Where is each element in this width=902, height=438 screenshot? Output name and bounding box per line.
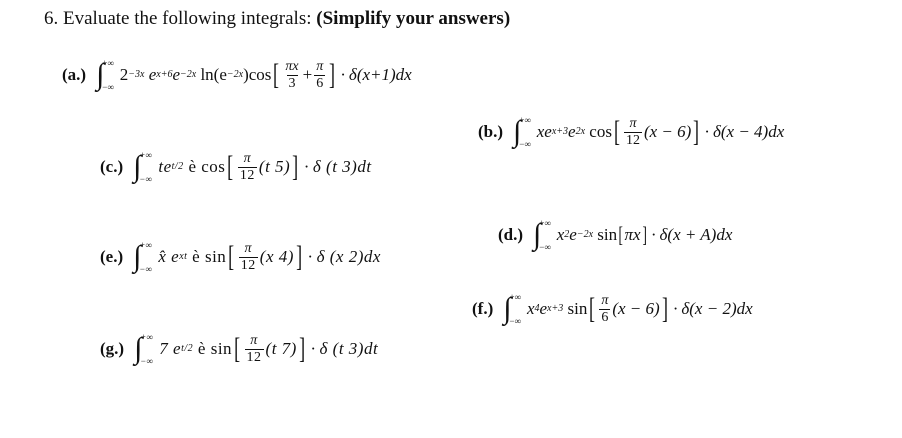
problem-e bbox=[100, 240, 381, 274]
integral-sign: ∫ +∞ −∞ bbox=[133, 150, 153, 184]
problem-label: (f.) bbox=[472, 299, 494, 318]
integral-expression: ∫ +∞ −∞ x̂ e $^{xt}$ è sin [ $\frac{\pi}{12}$ (x 4) ] · δ (x 2)dx bbox=[133, 240, 381, 274]
integral-expression: ∫ +∞ −∞ x $^4$ e $^{x+3}$ sin [ $\frac{\pi}{6}$ (x − 6) ] · δ(x − 2)dx bbox=[503, 292, 753, 326]
question-emphasis: (Simplify your answers) bbox=[316, 8, 511, 29]
question-title bbox=[44, 8, 510, 30]
integral-sign: ∫ +∞ −∞ bbox=[513, 115, 531, 149]
integral-sign: ∫ +∞ −∞ bbox=[533, 218, 551, 252]
integral-sign: ∫ +∞ −∞ bbox=[96, 58, 114, 92]
problem-c bbox=[100, 150, 372, 184]
integral-sign: ∫ +∞ −∞ bbox=[503, 292, 521, 326]
integral-sign: ∫ +∞ −∞ bbox=[134, 332, 154, 366]
problem-d bbox=[498, 218, 732, 252]
integral-expression: ∫ +∞ −∞ te $^{t/2}$ è cos [ $\frac{\pi}{12}$ (t 5) ] · δ (t 3)dt bbox=[133, 150, 372, 184]
problem-label: (c.) bbox=[100, 157, 124, 176]
integral-sign: ∫ +∞ −∞ bbox=[133, 240, 153, 274]
integral-expression: ∫ +∞ −∞ x $^2$ e $^{-2x}$ sin [ πx ] · δ(x + A)dx bbox=[533, 218, 733, 252]
problem-b bbox=[478, 115, 784, 149]
problem-label: (b.) bbox=[478, 122, 504, 141]
problem-g bbox=[100, 332, 378, 366]
question-text: Evaluate the following integrals: bbox=[63, 8, 312, 29]
integral-expression: ∫ +∞ −∞ 7 e $^{t/2}$ è sin [ $\frac{\pi}{12}$ (t 7) ] · δ (t 3)dt bbox=[134, 332, 379, 366]
problem-label: (a.) bbox=[62, 65, 87, 84]
problem-label: (g.) bbox=[100, 339, 125, 358]
problem-label: (d.) bbox=[498, 225, 524, 244]
question-number: 6. bbox=[44, 8, 59, 29]
problem-f bbox=[472, 292, 753, 326]
problem-label: (e.) bbox=[100, 247, 124, 266]
integral-expression: ∫ +∞ −∞ 2 $^{-3x}$ e $^{x+6}$ e $^{-2x}$ ln(e $^{-2x}$ )cos [ $\frac{\pi x}{3}$ + $\frac{\pi}{6}$ ] · δ(x+1)dx bbox=[96, 58, 412, 92]
problem-a bbox=[62, 58, 412, 92]
integral-expression: ∫ +∞ −∞ xe $^{x+3}$ e $^{2x}$ cos [ $\frac{\pi}{12}$ (x − 6) ] · δ(x − 4)dx bbox=[513, 115, 785, 149]
